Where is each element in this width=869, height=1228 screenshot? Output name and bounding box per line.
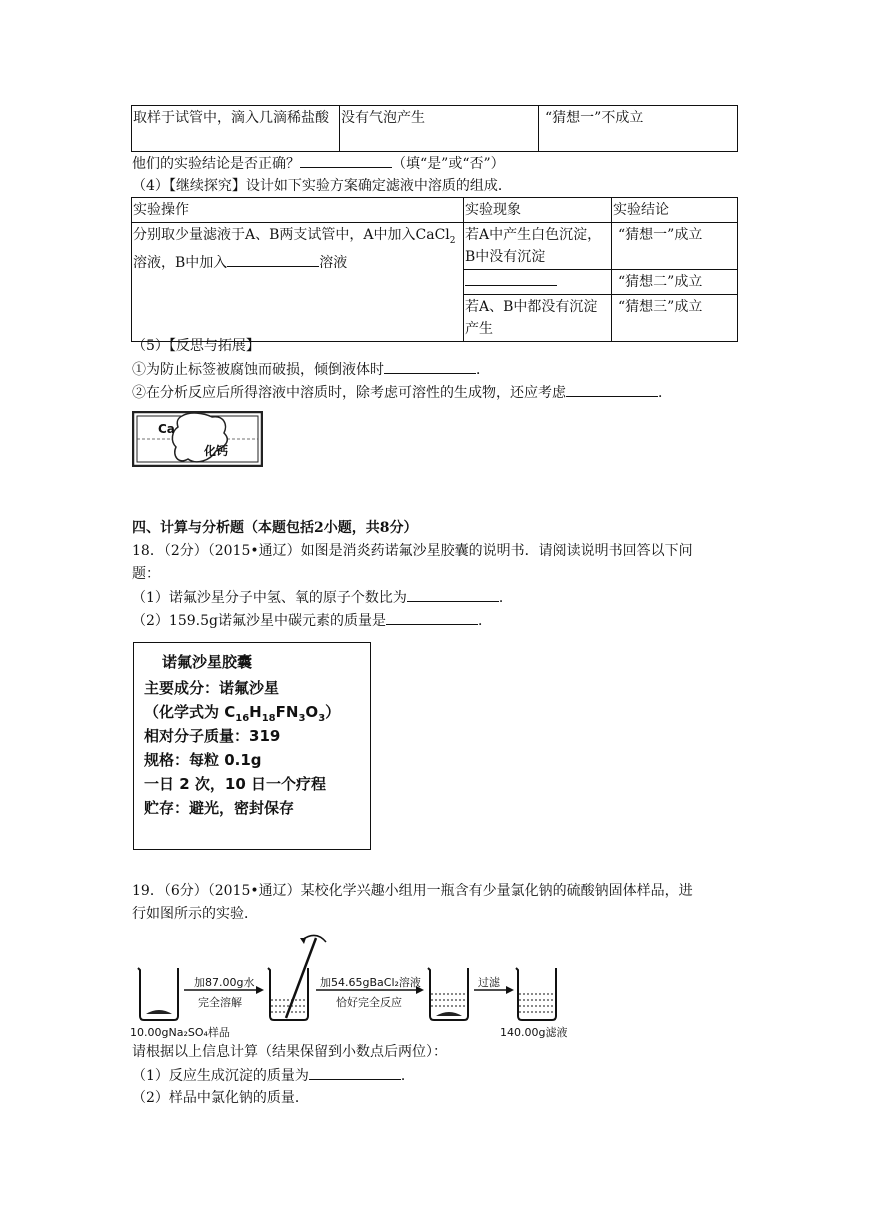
label-text-right: 化钙: [204, 444, 229, 458]
drug-storage: 贮存：避光，密封保存: [144, 799, 295, 817]
section-4-title: 四、计算与分析题（本题包括2小题，共8分）: [132, 520, 418, 536]
question-19-line-1: 19．（6分）（2015•通辽）某校化学兴趣小组用一瓶含有少量氯化钠的硫酸钠固体样品，进: [132, 883, 693, 899]
question-5-item-1: ①为防止标签被腐蚀而破损，倾倒液体时 ．: [132, 359, 490, 380]
question-correct: 他们的实验结论是否正确？ （填“是”或“否”）: [132, 153, 505, 174]
answer-blank[interactable]: [407, 587, 499, 602]
label-text-left: Ca: [158, 422, 175, 436]
phen-row-2: [464, 270, 612, 295]
answer-blank[interactable]: [386, 610, 478, 625]
drug-molecular-mass: 相对分子质量：319: [144, 727, 281, 745]
question-5-title: （5）【反思与拓展】: [132, 338, 260, 354]
step1-top-label: 加87.00g水: [194, 976, 255, 989]
drug-instruction-label: [133, 642, 371, 850]
question-18-sub-2: （2）159.5g诺氟沙星中碳元素的质量是 ．: [132, 610, 492, 631]
concl-row-3: “猜想三”成立: [612, 295, 738, 342]
beaker-filtrate-icon: [516, 968, 556, 1020]
question-19-sub-2: （2）样品中氯化钠的质量．: [132, 1090, 309, 1106]
drug-spec: 规格：每粒 0.1g: [144, 751, 262, 769]
table1-phen: 没有气泡产生: [340, 106, 539, 152]
drug-formula: （化学式为 $C_{16}H_{18}FN_3O_3$）: [144, 703, 341, 724]
phen-blank[interactable]: [465, 271, 557, 286]
table1-op: 取样于试管中，滴入几滴稀盐酸: [132, 106, 340, 152]
question-5-item-2: ②在分析反应后所得溶液中溶质时，除考虑可溶性的生成物，还应考虑 ．: [132, 382, 672, 403]
question-18-line-1: 18．（2分）（2015•通辽）如图是消炎药诺氟沙星胶囊的说明书．请阅读说明书回答以下问: [132, 543, 693, 559]
question-19-sub-1: （1）反应生成沉淀的质量为 ．: [132, 1065, 415, 1086]
header-conclusion: 实验结论: [612, 198, 738, 223]
phen-row-3: 若A、B中都没有沉淀产生: [464, 295, 612, 342]
answer-blank[interactable]: [384, 359, 476, 374]
experiment-flow-figure: [130, 928, 570, 1040]
question-18-line-2: 题：: [132, 566, 160, 582]
header-phenomenon: 实验现象: [464, 198, 612, 223]
filtrate-label: 140.00g滤液: [500, 1026, 568, 1039]
reagent-blank[interactable]: [227, 252, 319, 267]
question-18-sub-1: （1）诺氟沙星分子中氢、氧的原子个数比为 ．: [132, 587, 513, 608]
drug-main-ingredient: 主要成分：诺氟沙星: [144, 679, 280, 697]
question-19-line-2: 行如图所示的实验．: [132, 906, 258, 922]
answer-blank[interactable]: [566, 382, 658, 397]
step2-top-label: 加54.65gBaCl₂溶液: [320, 976, 421, 989]
concl-row-1: “猜想一”成立: [612, 223, 738, 270]
table1-concl: “猜想一”不成立: [539, 106, 738, 152]
step2-bottom-label: 恰好完全反应: [336, 996, 402, 1009]
header-operation: 实验操作: [132, 198, 464, 223]
beaker-reaction-icon: [428, 968, 468, 1020]
beaker-sample-icon: [138, 968, 178, 1020]
step3-label: 过滤: [478, 976, 500, 989]
experiment-table-2: [131, 197, 738, 342]
result-table-1: [131, 105, 738, 152]
question-19-calc: 请根据以上信息计算（结果保留到小数点后两位）：: [132, 1044, 447, 1060]
phen-row-1: 若A中产生白色沉淀，B中没有沉淀: [464, 223, 612, 270]
answer-blank[interactable]: [300, 153, 392, 168]
sample-label: 10.00gNa₂SO₄样品: [130, 1026, 230, 1039]
step1-bottom-label: 完全溶解: [198, 996, 242, 1009]
damaged-label-figure: [132, 411, 263, 467]
concl-row-2: “猜想二”成立: [612, 270, 738, 295]
drug-title: 诺氟沙星胶囊: [162, 653, 253, 671]
table2-op: 分别取少量滤液于A、B两支试管中，A中加入CaCl$_2$ 溶液，B中加入 溶液: [132, 223, 464, 342]
answer-blank[interactable]: [309, 1065, 401, 1080]
question-4: （4）【继续探究】设计如下实验方案确定滤液中溶质的组成．: [132, 178, 512, 194]
drug-dose: 一日 2 次，10 日一个疗程: [144, 775, 326, 793]
beaker-dissolve-icon: [268, 935, 326, 1020]
